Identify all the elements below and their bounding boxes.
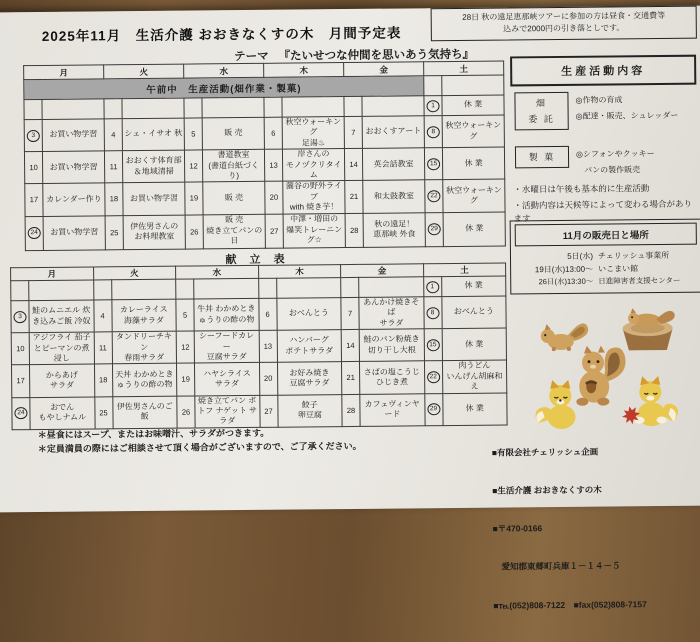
day-number: 11 bbox=[94, 332, 112, 364]
schedule-cell: お買い物学習 bbox=[43, 215, 105, 250]
day-number: 13 bbox=[259, 330, 277, 362]
day-number: 15 bbox=[424, 329, 442, 361]
contact-tel-fax: ■℡(052)808-7122 ■fax(052)808-7157 bbox=[493, 598, 647, 611]
day-number bbox=[176, 279, 194, 299]
schedule-cell: おでん もやしナムル bbox=[30, 396, 95, 429]
schedule-cell: 秋空ウォーキング bbox=[443, 179, 505, 212]
schedule-cell: 英会話教室 bbox=[363, 148, 425, 181]
schedule-cell bbox=[194, 278, 259, 299]
schedule-cell: おべんとう bbox=[441, 296, 506, 329]
day-header: 水 bbox=[176, 265, 259, 279]
excursion-notice-box: 28日 秋の遠足恵那峡ツアーに参加の方は昼食・交通費等 込みで2000円の引き落としです。 bbox=[431, 6, 697, 41]
schedule-cell: アジフライ 茄子とピーマンの煮浸し bbox=[29, 332, 94, 365]
schedule-cell: からあげ サラダ bbox=[30, 364, 95, 397]
day-number: 14 bbox=[345, 149, 363, 181]
schedule-cell bbox=[42, 99, 104, 120]
schedule-cell: さばの塩こうじ ひじき煮 bbox=[360, 361, 425, 394]
production-item: ◎シフォンやクッキー bbox=[575, 149, 655, 159]
schedule-cell: 岸さんの モノヅクリタイム bbox=[282, 149, 344, 182]
schedule-cell: タンドリーチキン 春雨サラダ bbox=[112, 331, 177, 364]
schedule-cell: 休 業 bbox=[443, 212, 505, 247]
schedule-cell bbox=[29, 280, 94, 301]
contact-service: ■生活介護 おおきなくすの木 bbox=[492, 484, 602, 496]
day-number: 22 bbox=[425, 180, 443, 212]
day-number: 6 bbox=[258, 298, 276, 330]
schedule-cell: シェ・イサオ 秋 bbox=[122, 118, 184, 151]
schedule-cell: 和太鼓教室 bbox=[363, 180, 425, 213]
schedule-cell: 伊佐男さんの お料理教室 bbox=[123, 215, 185, 250]
day-number: 3 bbox=[11, 301, 29, 333]
production-content-title: 生産活動内容 bbox=[510, 55, 696, 87]
schedule-cell: 休 業 bbox=[443, 147, 505, 180]
day-number: 7 bbox=[344, 116, 362, 148]
schedule-cell: カレーライス 海藻サラダ bbox=[111, 299, 176, 332]
schedule-cell: お買い物学習 bbox=[123, 182, 185, 215]
contact-block bbox=[492, 419, 648, 637]
day-number: 25 bbox=[94, 396, 112, 428]
day-number: 1 bbox=[424, 96, 442, 116]
day-number: 5 bbox=[176, 299, 194, 331]
day-number: 28 bbox=[342, 394, 360, 426]
schedule-cell: 牛丼 わかめときゅうりの酢の物 bbox=[194, 298, 259, 331]
schedule-cell: 餃子 卵豆腐 bbox=[277, 394, 342, 427]
schedule-cell: 鮭のパン粉焼き 切り干し大根 bbox=[359, 329, 424, 362]
schedule-cell bbox=[282, 97, 344, 118]
day-number bbox=[258, 278, 276, 298]
day-number: 15 bbox=[425, 148, 443, 180]
sales-place: チェリッシュ事業所 bbox=[597, 250, 670, 261]
day-header: 土 bbox=[424, 61, 504, 76]
day-number: 27 bbox=[259, 395, 277, 427]
schedule-cell: おべんとう bbox=[276, 298, 341, 331]
production-group-field bbox=[514, 91, 678, 131]
activity-calendar-table bbox=[23, 61, 506, 251]
schedule-cell bbox=[122, 98, 184, 119]
day-number: 21 bbox=[345, 181, 363, 213]
sales-date: 19日(水)13:00〜 bbox=[534, 264, 594, 275]
day-number: 17 bbox=[12, 365, 30, 397]
day-number: 10 bbox=[11, 333, 29, 365]
schedule-cell bbox=[359, 277, 424, 298]
day-number: 26 bbox=[177, 396, 195, 428]
day-number: 17 bbox=[25, 184, 43, 216]
day-number: 1 bbox=[423, 277, 441, 297]
footnotes bbox=[38, 426, 362, 457]
page-title: 2025年11月 生活介護 おおきなくすの木 月間予定表 bbox=[41, 25, 402, 44]
day-number: 14 bbox=[341, 330, 359, 362]
day-number: 19 bbox=[185, 182, 203, 214]
schedule-cell bbox=[202, 97, 264, 118]
schedule-cell: おおくす体育部 ＆地域清掃 bbox=[122, 150, 184, 183]
schedule-cell: 秋空ウォーキング bbox=[442, 115, 504, 148]
day-number: 12 bbox=[176, 331, 194, 363]
day-number: 26 bbox=[185, 214, 203, 248]
production-note: ・水曜日は午後も基本的に生産活動 bbox=[513, 183, 650, 195]
schedule-cell: 休 業 bbox=[442, 95, 504, 116]
morning-production-band: 午前中 生産活動(畑作業・製菓) bbox=[24, 76, 424, 100]
schedule-cell: 休 業 bbox=[442, 393, 507, 426]
day-header: 火 bbox=[93, 266, 176, 280]
sales-schedule-title: 11月の販売日と場所 bbox=[515, 223, 697, 247]
production-item: パンの製作販売 bbox=[576, 165, 641, 175]
production-item: ◎作物の育成 bbox=[575, 95, 623, 105]
schedule-cell: 休 業 bbox=[441, 276, 506, 297]
theme-label: テーマ bbox=[233, 50, 269, 64]
footnote: ＊定員満員の際にはご相談させて頂く場合がございますので、ご了承ください。 bbox=[37, 440, 362, 454]
schedule-cell: ハンバーグ ポテトサラダ bbox=[277, 330, 342, 363]
day-number: 7 bbox=[341, 297, 359, 329]
day-number: 8 bbox=[424, 116, 442, 148]
day-header: 火 bbox=[104, 64, 184, 79]
day-number: 6 bbox=[264, 117, 282, 149]
day-header: 水 bbox=[184, 63, 264, 78]
day-number: 5 bbox=[184, 118, 202, 150]
day-header: 土 bbox=[423, 263, 506, 277]
day-number: 24 bbox=[25, 216, 43, 250]
production-note: ・活動内容は天候等によって変わる場合があります bbox=[513, 198, 693, 223]
day-number: 29 bbox=[425, 212, 443, 246]
field-consignment-label-box: 畑 委 託 bbox=[514, 92, 568, 131]
day-header: 月 bbox=[11, 267, 94, 281]
day-number bbox=[24, 99, 42, 119]
day-number bbox=[341, 277, 359, 297]
schedule-cell: お買い物学習 bbox=[42, 119, 104, 152]
sales-row bbox=[513, 275, 699, 289]
day-number bbox=[344, 96, 362, 116]
day-number: 3 bbox=[24, 119, 42, 151]
day-number: 27 bbox=[265, 214, 283, 248]
day-number: 4 bbox=[104, 119, 122, 151]
day-number bbox=[184, 98, 202, 118]
confectionery-label-box: 製 菓 bbox=[515, 146, 569, 169]
schedule-cell: 販 売 bbox=[203, 182, 265, 215]
empty-cell bbox=[424, 76, 442, 96]
schedule-cell: 伊佐男さんのご飯 bbox=[112, 396, 177, 429]
production-group-confectionery bbox=[515, 145, 655, 176]
schedule-cell: 中澤・増田の 爆笑トレーニング☆ bbox=[283, 213, 345, 248]
day-header: 金 bbox=[341, 264, 424, 278]
sales-place: いこまい館 bbox=[598, 264, 639, 274]
document-paper bbox=[0, 6, 700, 611]
sales-schedule-box bbox=[510, 219, 700, 295]
day-number: 25 bbox=[105, 215, 123, 249]
schedule-cell: 肉うどん いんげん胡麻和え bbox=[442, 360, 507, 393]
day-number: 20 bbox=[259, 363, 277, 395]
schedule-cell: カフェヴィンヤード bbox=[360, 393, 425, 426]
contact-postal: ■〒470-0166 bbox=[492, 523, 543, 534]
schedule-cell: お好み焼き 豆腐サラダ bbox=[277, 362, 342, 395]
day-number: 18 bbox=[105, 183, 123, 215]
day-number: 21 bbox=[342, 362, 360, 394]
schedule-cell: 販 売 bbox=[202, 117, 264, 150]
schedule-cell: 休 業 bbox=[442, 328, 507, 361]
contact-address: 愛知郡東郷町兵庫１－１４－５ bbox=[492, 560, 621, 572]
schedule-cell: ハヤシライス サラダ bbox=[195, 363, 260, 396]
sales-place: 日進障害者支援センター bbox=[598, 276, 681, 286]
day-header: 月 bbox=[24, 65, 104, 80]
day-number bbox=[264, 97, 282, 117]
schedule-cell: 鮭のムニエル 炊き込みご飯 冷奴 bbox=[29, 300, 94, 333]
menu-table bbox=[10, 263, 508, 430]
schedule-cell: シーフードカレー 豆腐サラダ bbox=[194, 331, 259, 364]
menu-table-title: 献 立 表 bbox=[225, 253, 290, 267]
day-number: 28 bbox=[345, 213, 363, 247]
schedule-cell: 販 売 焼き立てパンの日 bbox=[203, 214, 265, 249]
contact-company: ■有限会社チェリッシュ企画 bbox=[491, 446, 599, 458]
schedule-cell: カレンダー作り bbox=[43, 183, 105, 216]
day-number bbox=[104, 99, 122, 119]
day-header: 木 bbox=[264, 63, 344, 78]
day-number: 11 bbox=[104, 151, 122, 183]
day-number: 29 bbox=[424, 393, 442, 425]
day-number: 13 bbox=[264, 149, 282, 181]
sales-date: 26日(水)13:30〜 bbox=[538, 277, 594, 287]
day-header: 金 bbox=[344, 62, 424, 77]
schedule-cell: 書道教室 (書道台紙づくり) bbox=[202, 149, 264, 182]
day-number bbox=[93, 280, 111, 300]
day-number: 19 bbox=[177, 363, 195, 395]
schedule-cell: お買い物学習 bbox=[42, 151, 104, 184]
schedule-cell: 焼き立てパン ポトフ ナゲット サラダ bbox=[195, 395, 260, 428]
schedule-cell: 秋空ウォーキング 足湯♨ bbox=[282, 117, 344, 150]
production-item: ◎配達・販売、シュレッダー bbox=[575, 110, 679, 121]
schedule-cell: 薗谷の野外ライブ with 焼き芋！ bbox=[283, 181, 345, 214]
day-number: 8 bbox=[423, 297, 441, 329]
day-number: 12 bbox=[184, 150, 202, 182]
schedule-cell bbox=[276, 278, 341, 299]
day-number: 20 bbox=[265, 181, 283, 213]
theme-text: 『たいせつな仲間を思いあう気持ち』 bbox=[278, 48, 475, 63]
day-number: 24 bbox=[12, 397, 30, 429]
schedule-cell: 天丼 わかめときゅうりの酢の物 bbox=[112, 364, 177, 397]
day-number: 22 bbox=[424, 361, 442, 393]
day-number: 10 bbox=[24, 152, 42, 184]
day-number: 18 bbox=[94, 364, 112, 396]
empty-cell bbox=[442, 75, 504, 96]
schedule-cell: あんかけ焼きそば サラダ bbox=[359, 297, 424, 330]
schedule-cell bbox=[111, 279, 176, 300]
schedule-cell: おおくすアート bbox=[362, 116, 424, 149]
day-number bbox=[11, 281, 29, 301]
day-header: 木 bbox=[258, 265, 341, 279]
day-number: 4 bbox=[93, 300, 111, 332]
schedule-cell: 秋の遠足！ 恵那峡 外食 bbox=[363, 212, 425, 247]
footnote: ＊昼食にはスープ、またはお味噌汁、サラダがつきます。 bbox=[37, 427, 270, 441]
schedule-cell bbox=[362, 96, 424, 117]
sales-date: 5日(水) bbox=[567, 251, 594, 261]
